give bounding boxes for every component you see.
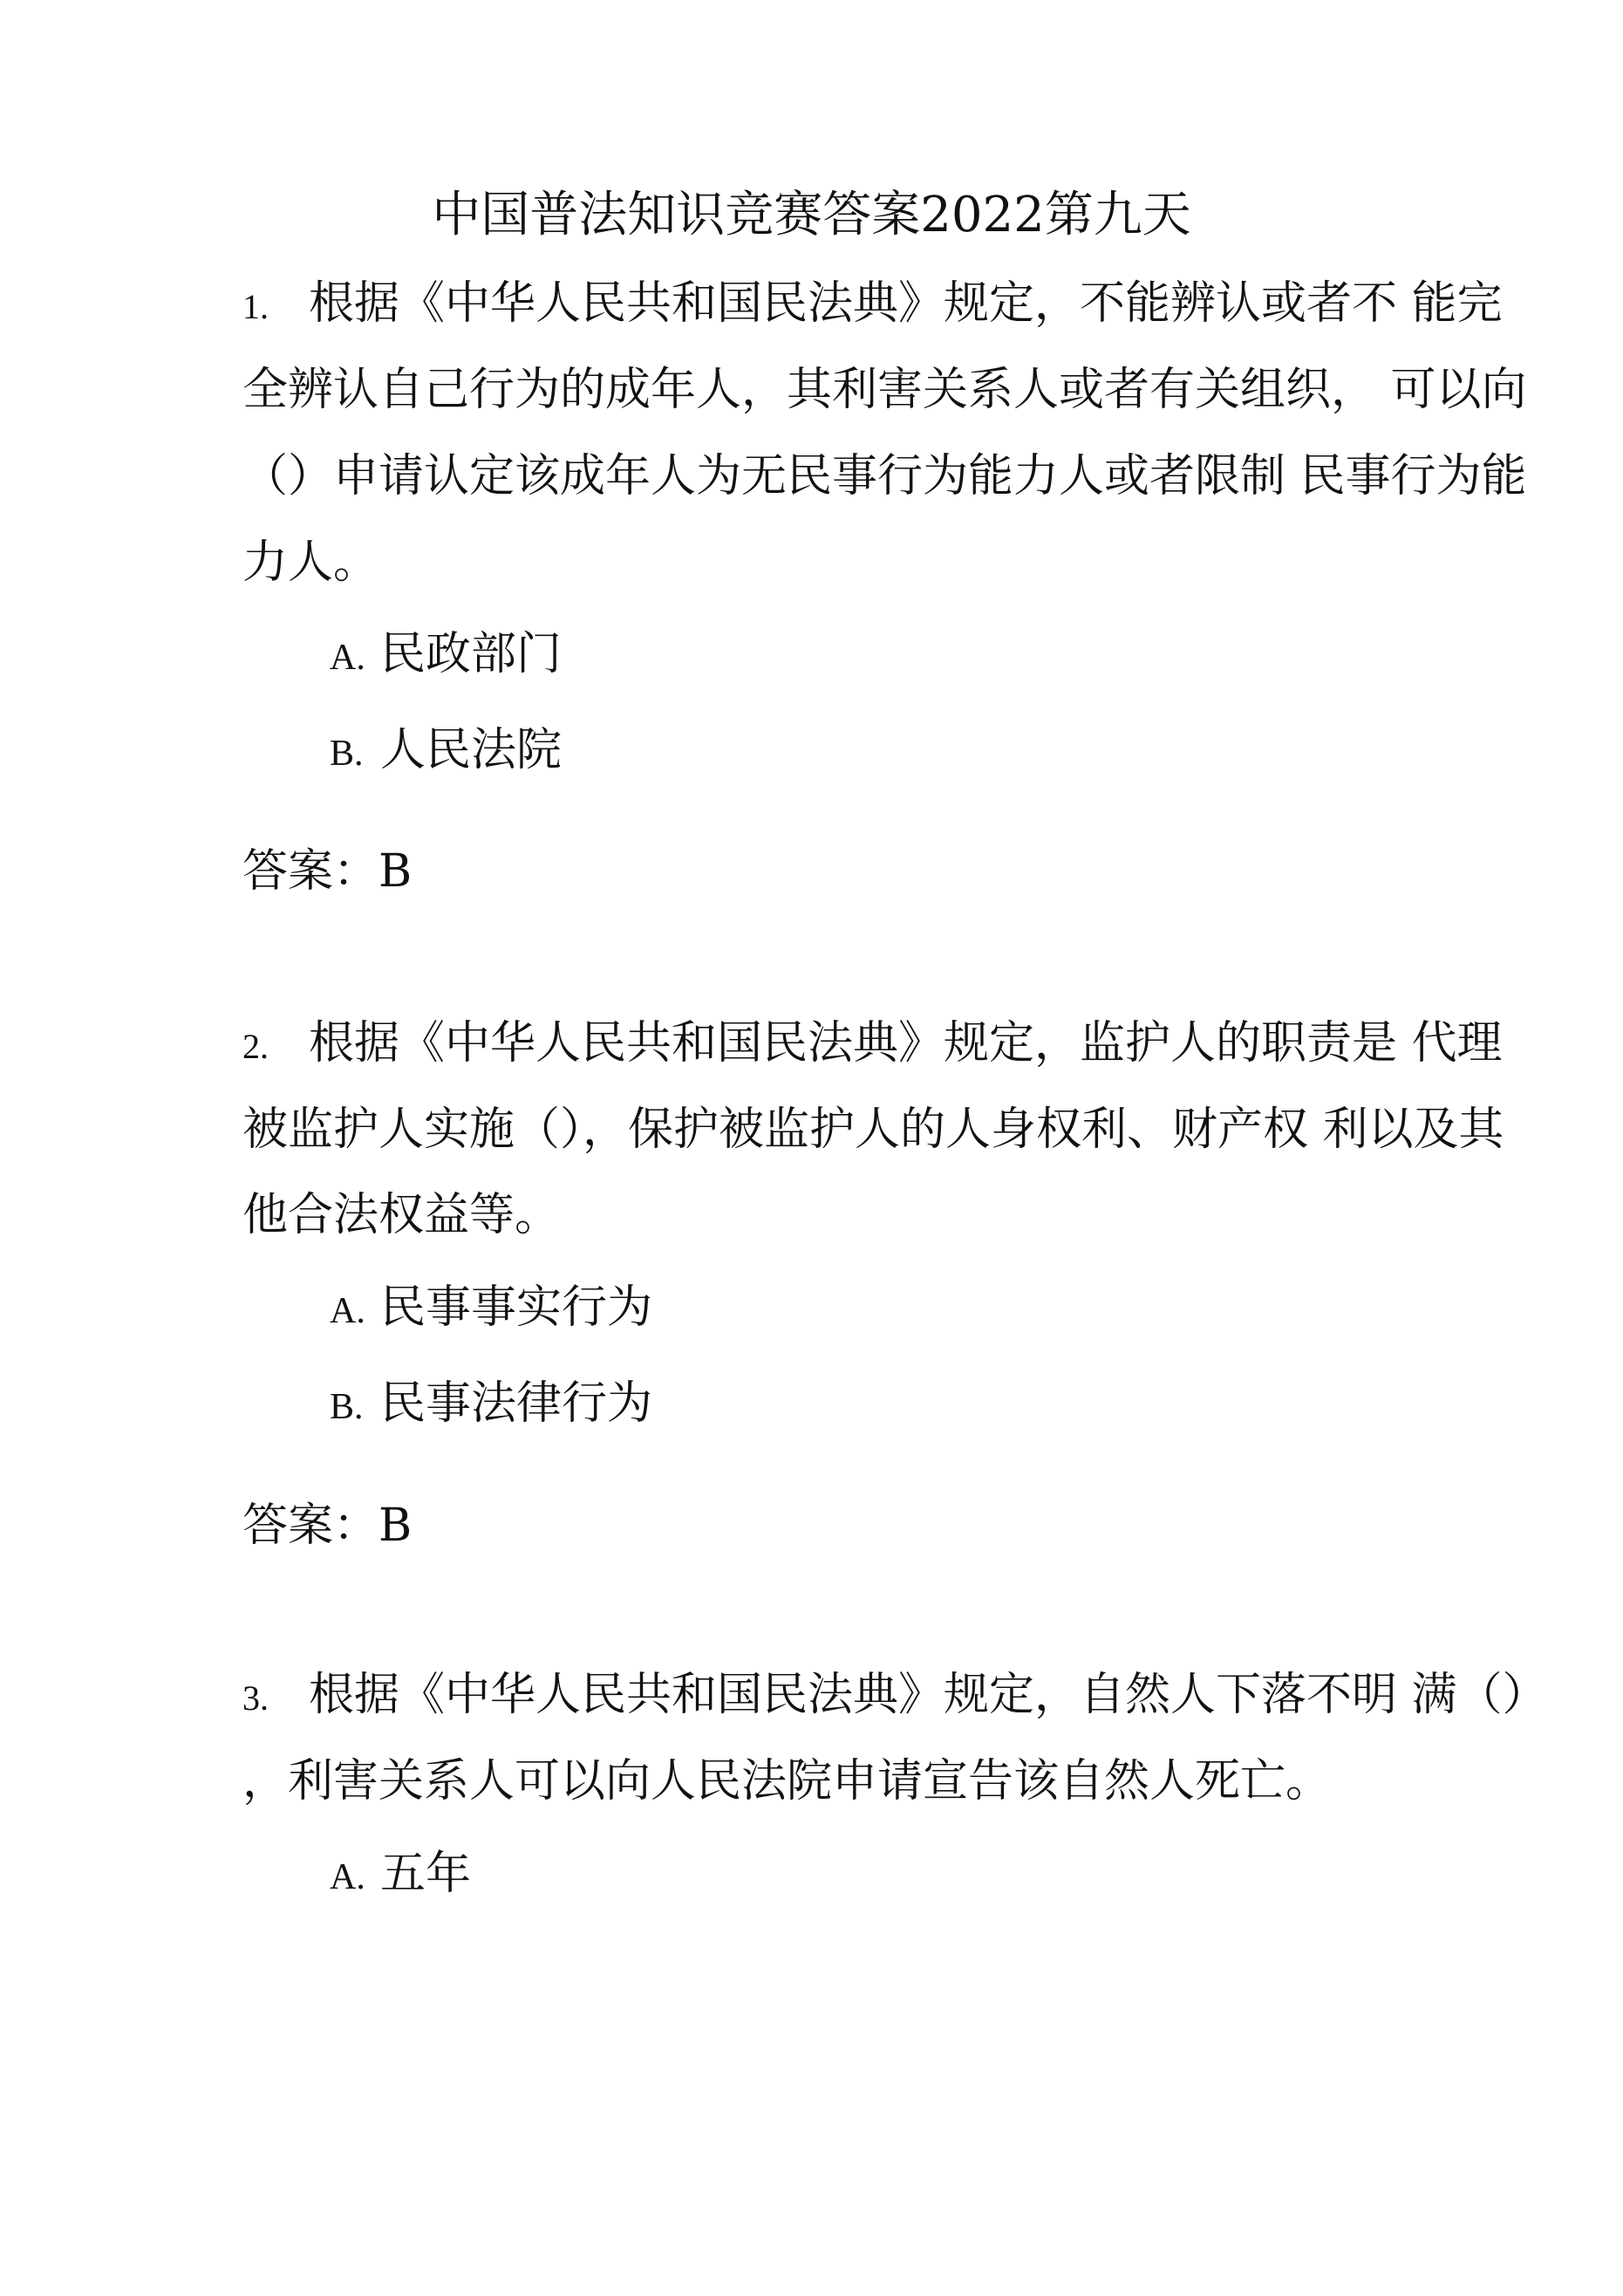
question-2-answer: 答案：B — [242, 1500, 413, 1552]
question-2-number: 2. — [242, 1027, 269, 1066]
option-text: 民事法律行为 — [380, 1377, 653, 1430]
question-2-option-a — [330, 1279, 652, 1340]
question-1-line-3: （）申请认定该成年人为无民事行为能力人或者限制 民事行为能 — [242, 450, 1527, 502]
option-letter: A. — [330, 1857, 365, 1897]
document-title: 中国普法知识竞赛答案2022第九天 — [432, 187, 1191, 243]
question-1-line-1 — [242, 275, 1503, 336]
option-letter: B. — [330, 1387, 364, 1427]
question-3-line-2: ，利害关系人可以向人民法院申请宣告该自然人死亡。 — [242, 1755, 1332, 1807]
question-2-line-2: 被监护人实施（），保护被监护人的人身权利、财产权 利以及其 — [242, 1104, 1504, 1156]
question-3-line-1 — [242, 1666, 1548, 1727]
question-1-answer: 答案：B — [242, 845, 413, 898]
question-3-number: 3. — [242, 1678, 269, 1718]
option-letter: B. — [330, 734, 364, 774]
question-2-line-3: 他合法权益等。 — [242, 1189, 561, 1241]
question-3-text-1: 根据《中华人民共和国民法典》规定，自然人下落不明 满（） — [309, 1669, 1548, 1721]
option-letter: A. — [330, 1291, 365, 1331]
question-1-line-2: 全辨认自己行为的成年人，其利害关系人或者有关组织， 可以向 — [242, 364, 1527, 416]
question-1-line-4: 力人。 — [242, 536, 379, 589]
option-text: 民事事实行为 — [380, 1281, 653, 1334]
question-2-option-b — [330, 1375, 652, 1436]
question-2-text-1: 根据《中华人民共和国民法典》规定，监护人的职责是 代理 — [309, 1017, 1503, 1069]
option-text: 人民法院 — [380, 724, 563, 776]
question-2-line-1 — [242, 1015, 1503, 1076]
question-1-option-a — [330, 625, 562, 687]
question-1-number: 1. — [242, 287, 269, 326]
question-1-option-b — [330, 721, 562, 782]
option-letter: A. — [330, 638, 365, 678]
option-text: 民政部门 — [380, 628, 563, 680]
option-text: 五年 — [380, 1848, 472, 1900]
question-3-option-a — [330, 1845, 471, 1906]
question-1-text-1: 根据《中华人民共和国民法典》规定，不能辨认或者不 能完 — [309, 277, 1503, 330]
